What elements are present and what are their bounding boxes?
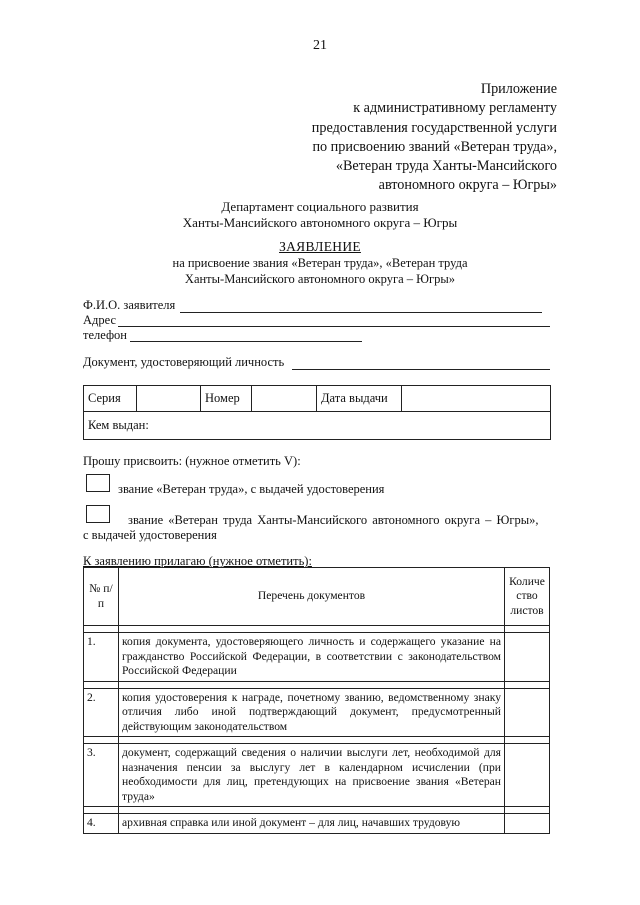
row-text: копия документа, удостоверяющего личность и содержащего указание на гражданство Российской Федерации, в соответствии с законодательством Российской Федерации	[119, 633, 505, 682]
id-document-field[interactable]	[292, 369, 550, 370]
row-num: 4.	[84, 814, 119, 834]
address-label: Адрес	[83, 313, 117, 327]
appendix-line: автономного округа – Югры»	[378, 177, 557, 194]
appendix-line: «Ветеран труда Ханты-Мансийского	[335, 158, 557, 175]
department-line: Департамент социального развития	[221, 199, 419, 214]
issued-by-label: Кем выдан:	[88, 418, 149, 432]
option2-checkbox[interactable]	[86, 505, 110, 523]
appendix-line: к административному регламенту	[353, 100, 557, 117]
series-field[interactable]	[137, 386, 201, 412]
appendix-line: по присвоению званий «Ветеран труда»,	[312, 138, 557, 155]
attach-prompt: К заявлению прилагаю (нужное отметить):	[83, 554, 312, 568]
fio-label: Ф.И.О. заявителя	[83, 298, 176, 312]
row-text: копия удостоверения к награде, почетному званию, ведомственному знаку отличия либо иной подтверждающий документ, предусмотренный действующим законодательством	[119, 688, 505, 737]
documents-table	[83, 567, 550, 834]
issued-by-field[interactable]	[84, 412, 551, 440]
option1-label: звание «Ветеран труда», с выдачей удостоверения	[118, 482, 385, 496]
row-count-field[interactable]	[505, 814, 550, 834]
row-num: 2.	[84, 688, 119, 737]
option2-label: звание «Ветеран труда Ханты-Мансийского автономного округа – Югры»,	[128, 513, 539, 527]
table-row	[84, 814, 550, 834]
option2-label-cont: с выдачей удостоверения	[83, 528, 217, 542]
department-line: Ханты-Мансийского автономного округа – Югры	[182, 215, 458, 230]
appendix-line: Приложение	[480, 81, 557, 97]
page-number: 21	[313, 38, 327, 53]
table-header-row	[84, 568, 550, 626]
table-row	[84, 386, 551, 412]
row-count-field[interactable]	[505, 688, 550, 737]
title-line: на присвоение звания «Ветеран труда», «Ветеран труда	[172, 256, 468, 270]
header-count: Количе ство листов	[505, 568, 550, 626]
fio-field[interactable]	[180, 312, 542, 313]
row-text: архивная справка или иной документ – для лиц, начавших трудовую	[119, 814, 505, 834]
table-row	[84, 412, 551, 440]
table-row	[84, 744, 550, 807]
number-field[interactable]	[252, 386, 317, 412]
request-prompt: Прошу присвоить: (нужное отметить V):	[83, 454, 301, 468]
row-count-field[interactable]	[505, 633, 550, 682]
phone-field[interactable]	[130, 341, 362, 342]
number-label: Номер	[201, 386, 252, 412]
row-num: 3.	[84, 744, 119, 807]
title-heading: ЗАЯВЛЕНИЕ	[279, 239, 361, 254]
id-document-label: Документ, удостоверяющий личность	[83, 355, 285, 369]
statement-title	[0, 239, 640, 287]
header-num: № п/п	[84, 568, 119, 626]
row-num: 1.	[84, 633, 119, 682]
row-text: документ, содержащий сведения о наличии выслуги лет, необходимой для назначения пенсии за выслугу лет в календарном исчислении (при необходимости для лиц, претендующих на присвоение звания «Ветеран труда»	[119, 744, 505, 807]
appendix-block	[312, 80, 557, 196]
department-block	[0, 199, 640, 231]
appendix-line: предоставления государственной услуги	[311, 119, 557, 136]
id-details-table	[83, 385, 551, 440]
address-field[interactable]	[118, 326, 550, 327]
header-list: Перечень документов	[119, 568, 505, 626]
series-label: Серия	[84, 386, 137, 412]
phone-label: телефон	[83, 328, 127, 342]
title-line: Ханты-Мансийского автономного округа – Югры»	[184, 272, 456, 286]
issue-date-field[interactable]	[402, 386, 551, 412]
table-row	[84, 688, 550, 737]
issue-date-label: Дата выдачи	[317, 386, 402, 412]
table-row	[84, 633, 550, 682]
row-count-field[interactable]	[505, 744, 550, 807]
option1-checkbox[interactable]	[86, 474, 110, 492]
